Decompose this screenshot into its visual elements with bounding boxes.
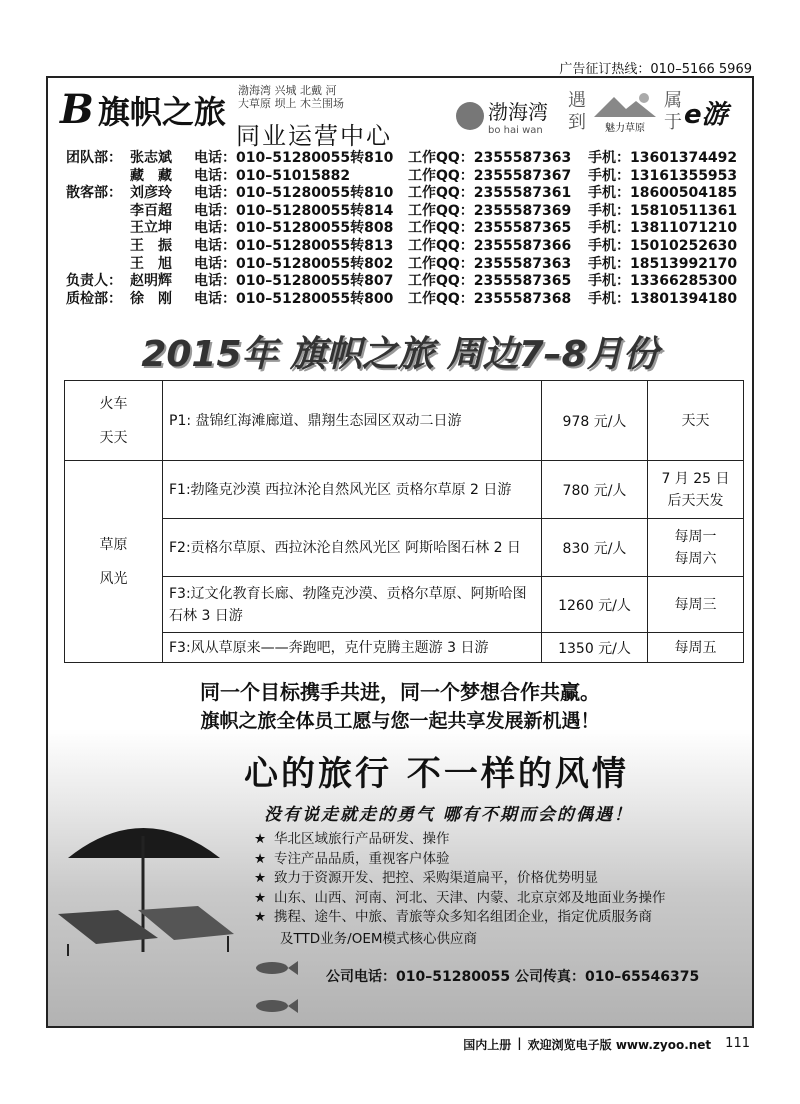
contact-row bbox=[66, 185, 738, 203]
yudao-right-1: 属 bbox=[664, 90, 682, 111]
contact-mobile: 手机：15010252630 bbox=[588, 237, 738, 254]
route-schedule bbox=[648, 519, 744, 577]
route-name: F2:贡格尔草原、西拉沐沦自然风光区 阿斯哈图石林 2 日 bbox=[163, 519, 542, 577]
feature-item bbox=[254, 908, 666, 928]
mountain-text: 魅力草原 bbox=[605, 122, 645, 134]
contact-mobile: 手机：13801394180 bbox=[588, 290, 738, 307]
contact-name: 王 振 bbox=[130, 237, 172, 254]
contact-mobile: 手机：13811071210 bbox=[588, 220, 738, 237]
route-price: 780 元/人 bbox=[542, 461, 648, 519]
feature-text: 专注产品品质，重视客户体验 bbox=[274, 850, 450, 867]
brand-b-icon: B bbox=[60, 86, 94, 133]
brand-name: 旗帜之旅 bbox=[97, 92, 226, 131]
contact-phone: 电话：010–51280055转800 bbox=[194, 290, 394, 307]
ops-center-title: 同业运营中心 bbox=[236, 122, 392, 150]
yudao-left-2: 到 bbox=[568, 112, 586, 133]
slogan-line-1: 渤海湾 兴城 北戴 河 bbox=[238, 84, 337, 97]
route-name: F3:风从草原来——奔跑吧，克什克腾主题游 3 日游 bbox=[163, 633, 542, 663]
contact-phone: 电话：010–51280055转807 bbox=[194, 273, 394, 290]
contact-phone: 电话：010–51280055转810 bbox=[194, 185, 394, 202]
feature-item bbox=[254, 869, 666, 889]
contact-name: 王立坤 bbox=[130, 220, 172, 237]
route-name: F1:勃隆克沙漠 西拉沐沦自然风光区 贡格尔草原 2 日游 bbox=[163, 461, 542, 519]
slogan-opportunity: 旗帜之旅全体员工愿与您一起共享发展新机遇！ bbox=[200, 710, 600, 732]
feature-text: 致力于资源开发、把控、采购渠道扁平，价格优势明显 bbox=[274, 870, 598, 887]
contact-role bbox=[66, 220, 130, 238]
yudao-right-2: 于 bbox=[664, 112, 682, 133]
route-schedule: 天天 bbox=[648, 381, 744, 461]
contact-name: 刘彦玲 bbox=[130, 185, 172, 202]
category-line: 火车 bbox=[99, 395, 128, 412]
grassland-logo bbox=[568, 90, 682, 134]
contact-qq: 工作QQ：2355587368 bbox=[408, 290, 572, 307]
route-price: 830 元/人 bbox=[542, 519, 648, 577]
contact-row bbox=[66, 167, 738, 186]
contact-role bbox=[66, 203, 130, 221]
route-price: 1350 元/人 bbox=[542, 633, 648, 663]
feature-item bbox=[254, 830, 666, 850]
contact-row bbox=[66, 237, 738, 256]
route-schedule: 每周五 bbox=[648, 633, 744, 663]
feature-text: 山东、山西、河南、河北、天津、内蒙、北京京郊及地面业务操作 bbox=[274, 889, 666, 906]
yudao-left bbox=[568, 90, 586, 134]
eyou-logo: e游 bbox=[684, 100, 728, 130]
slogan-line-2: 大草原 坝上 木兰围场 bbox=[238, 97, 344, 110]
route-name-line: F3:辽文化教育长廊、勃隆克沙漠、贡格尔草原、阿斯哈图 bbox=[169, 585, 527, 602]
ad-hotline: 广告征订热线：010–5166 5969 bbox=[559, 62, 752, 77]
footer-separator: | bbox=[517, 1036, 522, 1050]
contact-role bbox=[66, 256, 130, 274]
contact-role bbox=[66, 168, 130, 186]
category-line: 风光 bbox=[99, 570, 128, 587]
contact-list bbox=[66, 150, 738, 308]
contact-row bbox=[66, 220, 738, 238]
contact-qq: 工作QQ：2355587365 bbox=[408, 220, 572, 237]
contact-phone: 电话：010–51280055转814 bbox=[194, 202, 394, 219]
contact-role: 散客部： bbox=[66, 185, 122, 202]
route-table bbox=[64, 380, 744, 663]
feature-text: 携程、途牛、中旅、青旅等众多知名组团企业，指定优质服务商 bbox=[274, 909, 652, 926]
yudao-left-1: 遇 bbox=[568, 90, 586, 111]
contact-mobile: 手机：18513992170 bbox=[588, 255, 738, 272]
star-icon: ★ bbox=[254, 889, 267, 906]
feature-list bbox=[254, 830, 666, 928]
contact-qq: 工作QQ：2355587363 bbox=[408, 150, 572, 166]
schedule-line: 每周一 bbox=[674, 528, 717, 545]
schedule-line: 7 月 25 日 bbox=[661, 470, 730, 487]
table-row bbox=[65, 577, 744, 633]
mountain-icon bbox=[590, 91, 660, 134]
contact-phone: 电话：010–51015882 bbox=[194, 167, 351, 184]
contact-mobile: 手机：13161355953 bbox=[588, 167, 738, 184]
contact-name: 张志斌 bbox=[130, 150, 172, 166]
star-icon: ★ bbox=[254, 831, 267, 847]
contact-mobile: 手机：18600504185 bbox=[588, 185, 738, 202]
contact-mobile: 手机：13601374492 bbox=[588, 150, 738, 166]
table-row bbox=[65, 519, 744, 577]
bohai-wave-icon bbox=[456, 102, 484, 130]
contact-qq: 工作QQ：2355587363 bbox=[408, 255, 572, 272]
category-line: 草原 bbox=[99, 536, 128, 553]
route-price: 978 元/人 bbox=[542, 381, 648, 461]
route-schedule: 每周三 bbox=[648, 577, 744, 633]
page-headline: 2015年 旗帜之旅 周边7–8月份 bbox=[141, 334, 659, 375]
route-name: P1: 盘锦红海滩廊道、鼎翔生态园区双动二日游 bbox=[163, 381, 542, 461]
contact-row bbox=[66, 255, 738, 274]
table-row bbox=[65, 633, 744, 663]
contact-phone: 电话：010–51280055转810 bbox=[194, 150, 394, 166]
contact-qq: 工作QQ：2355587369 bbox=[408, 202, 572, 219]
company-contact: 公司电话：010–51280055 公司传真：010–65546375 bbox=[326, 969, 700, 985]
contact-name: 徐 刚 bbox=[130, 290, 172, 307]
beach-umbrella-icon bbox=[48, 806, 248, 956]
contact-row bbox=[66, 273, 738, 291]
contact-role bbox=[66, 238, 130, 256]
contact-mobile: 手机：13366285300 bbox=[588, 273, 738, 290]
footer-label: 国内上册 bbox=[463, 1038, 512, 1052]
contact-name: 赵明辉 bbox=[130, 273, 172, 290]
category-train bbox=[65, 381, 163, 461]
yudao-right bbox=[664, 90, 682, 134]
feature-item bbox=[254, 889, 666, 909]
schedule-line: 每周六 bbox=[674, 550, 717, 567]
table-row bbox=[65, 381, 744, 461]
feature-text: 华北区域旅行产品研发、操作 bbox=[274, 831, 450, 847]
contact-qq: 工作QQ：2355587367 bbox=[408, 167, 572, 184]
slogan-sub: 没有说走就走的勇气 哪有不期而会的偶遇！ bbox=[264, 805, 633, 825]
fish-ornament-icon bbox=[248, 956, 298, 1022]
footer-text: 欢迎浏览电子版 www.zyoo.net bbox=[527, 1038, 712, 1052]
contact-qq: 工作QQ：2355587366 bbox=[408, 237, 572, 254]
bohai-pinyin: bo hai wan bbox=[488, 125, 543, 136]
page-number: 111 bbox=[725, 1036, 750, 1051]
category-grassland bbox=[65, 461, 163, 663]
route-name-line: 石林 3 日游 bbox=[169, 607, 243, 624]
contact-role: 负责人： bbox=[66, 273, 122, 290]
route-name bbox=[163, 577, 542, 633]
contact-name: 藏 藏 bbox=[130, 167, 172, 184]
contact-qq: 工作QQ：2355587365 bbox=[408, 273, 572, 290]
category-line: 天天 bbox=[99, 429, 128, 446]
slogan-cooperation: 同一个目标携手共进，同一个梦想合作共赢。 bbox=[200, 680, 600, 704]
star-icon: ★ bbox=[254, 909, 267, 926]
contact-row bbox=[66, 202, 738, 221]
contact-role: 团队部： bbox=[66, 150, 122, 166]
contact-name: 李百超 bbox=[130, 202, 172, 219]
contact-phone: 电话：010–51280055转813 bbox=[194, 237, 394, 254]
star-icon: ★ bbox=[254, 850, 267, 867]
contact-mobile: 手机：15810511361 bbox=[588, 202, 738, 219]
brand-logo bbox=[60, 86, 226, 133]
slogan-main: 心的旅行 不一样的风情 bbox=[244, 754, 629, 794]
table-row bbox=[65, 461, 744, 519]
feature-item bbox=[254, 850, 666, 870]
ad-frame bbox=[46, 76, 754, 1028]
bohai-cn: 渤海湾 bbox=[488, 100, 548, 124]
contact-row bbox=[66, 150, 738, 168]
route-schedule bbox=[648, 461, 744, 519]
destination-slogan bbox=[238, 84, 344, 110]
contact-name: 王 旭 bbox=[130, 255, 172, 272]
schedule-line: 后天天发 bbox=[667, 492, 724, 509]
bohai-logo bbox=[456, 96, 548, 136]
page-footer bbox=[463, 1036, 750, 1053]
contact-phone: 电话：010–51280055转808 bbox=[194, 220, 394, 237]
star-icon: ★ bbox=[254, 870, 267, 887]
contact-qq: 工作QQ：2355587361 bbox=[408, 185, 572, 202]
feature-continuation: 及TTD业务/OEM模式核心供应商 bbox=[280, 931, 478, 947]
contact-row bbox=[66, 290, 738, 309]
contact-phone: 电话：010–51280055转802 bbox=[194, 255, 394, 272]
route-price: 1260 元/人 bbox=[542, 577, 648, 633]
contact-role: 质检部： bbox=[66, 290, 122, 307]
